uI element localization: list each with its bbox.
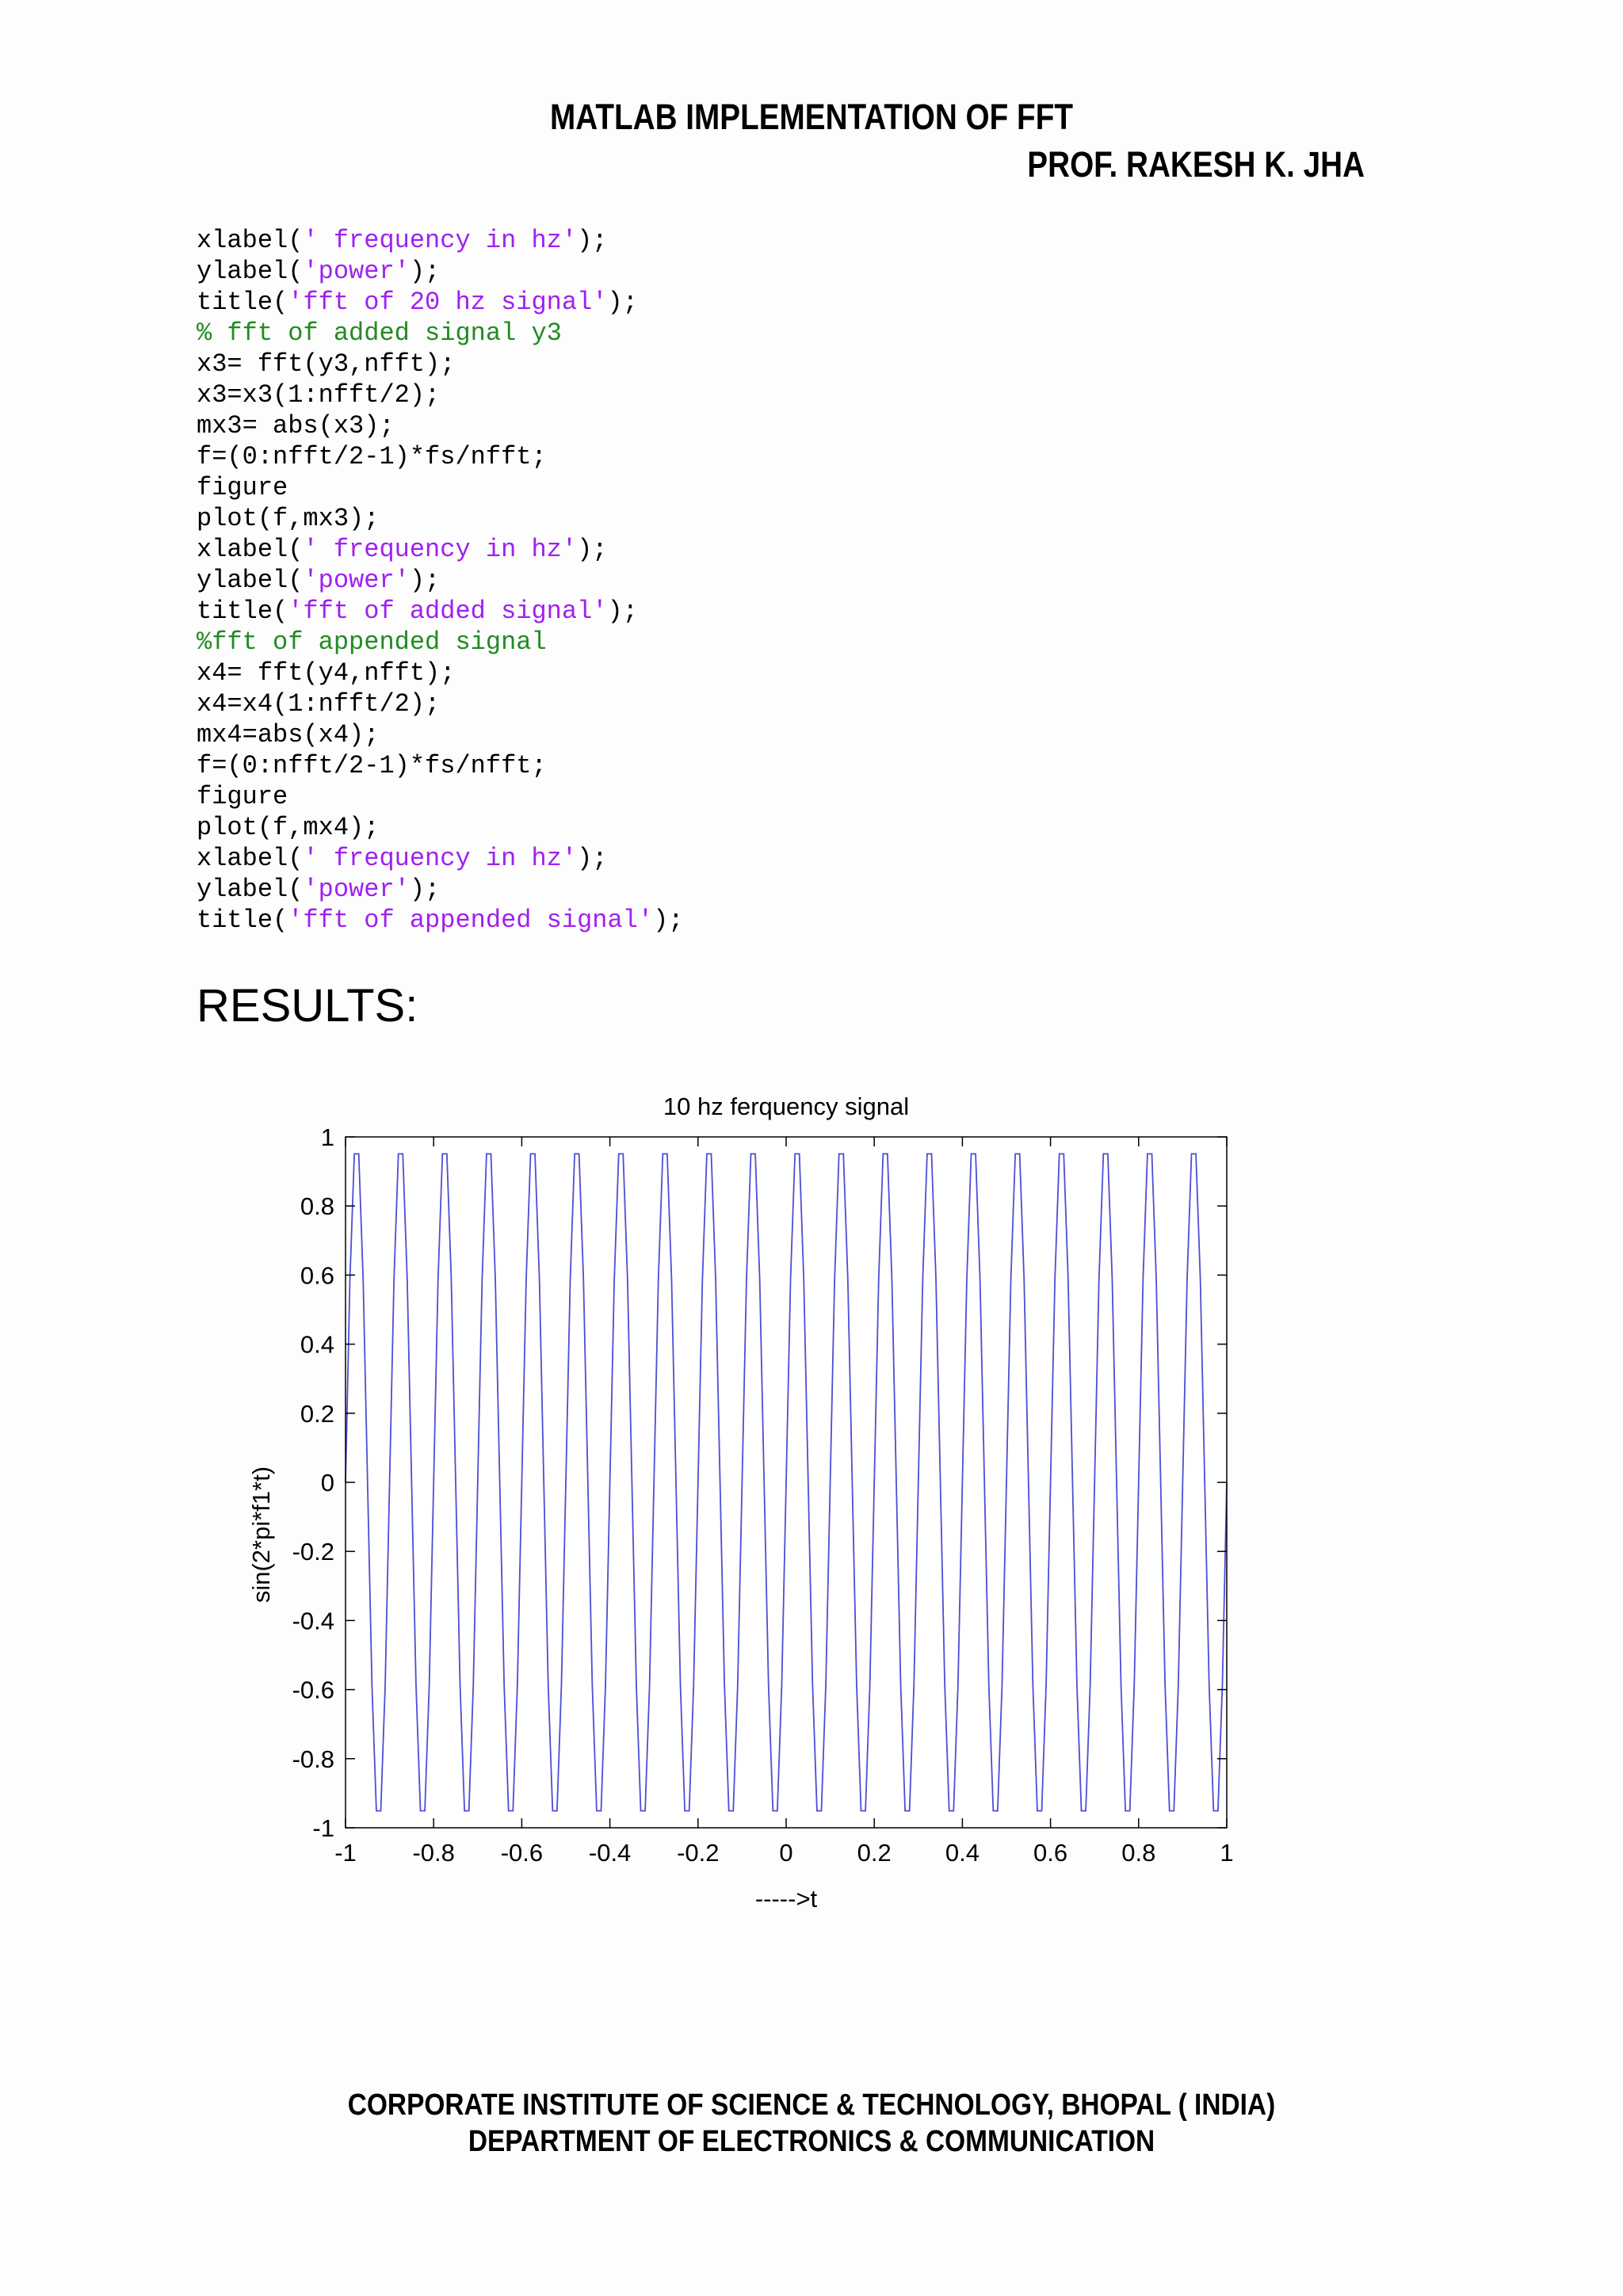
code-line xyxy=(197,658,684,688)
y-tick-label: -0.2 xyxy=(292,1538,334,1566)
code-text: x3=x3(1:nfft/2); xyxy=(197,380,441,410)
code-text: figure xyxy=(197,782,288,811)
code-string: 'power' xyxy=(303,566,410,595)
code-text: ylabel( xyxy=(197,257,304,286)
document-header-author: PROF. RAKESH K. JHA xyxy=(1027,144,1365,185)
y-tick-label: 1 xyxy=(320,1123,334,1151)
code-text: ylabel( xyxy=(197,875,304,904)
results-heading: RESULTS: xyxy=(197,980,418,1032)
x-tick-label: 1 xyxy=(1220,1839,1234,1867)
sine-wave-chart xyxy=(230,1074,1260,1913)
code-text: ); xyxy=(607,597,638,626)
matlab-code-block xyxy=(197,225,684,936)
code-line xyxy=(197,287,684,318)
code-text: title( xyxy=(197,597,288,626)
code-line xyxy=(197,596,684,627)
code-line xyxy=(197,410,684,441)
code-text: xlabel( xyxy=(197,226,304,255)
code-line xyxy=(197,812,684,843)
code-text: x3= fft(y3,nfft); xyxy=(197,349,456,379)
code-line xyxy=(197,565,684,596)
code-line xyxy=(197,750,684,781)
code-line xyxy=(197,719,684,750)
code-string: ' frequency in hz' xyxy=(303,226,578,255)
x-tick-label: 0.6 xyxy=(1033,1839,1068,1867)
code-text: ylabel( xyxy=(197,566,304,595)
x-tick-label: 0 xyxy=(779,1839,793,1867)
footer-institute: CORPORATE INSTITUTE OF SCIENCE & TECHNOLOGY, BHOPAL ( INDIA) xyxy=(347,2088,1276,2122)
code-line xyxy=(197,349,684,379)
code-line xyxy=(197,441,684,472)
code-text: plot(f,mx3); xyxy=(197,504,380,533)
x-tick-label: 0.2 xyxy=(857,1839,892,1867)
code-text: figure xyxy=(197,473,288,502)
code-text: ); xyxy=(409,875,441,904)
code-string: 'power' xyxy=(303,257,410,286)
code-line xyxy=(197,318,684,349)
code-text: ); xyxy=(577,844,608,873)
code-text: ); xyxy=(577,226,608,255)
code-line xyxy=(197,503,684,534)
code-string: 'fft of 20 hz signal' xyxy=(288,288,608,317)
y-tick-label: 0.6 xyxy=(300,1261,334,1290)
code-text: x4= fft(y4,nfft); xyxy=(197,658,456,688)
code-line xyxy=(197,379,684,410)
code-text: title( xyxy=(197,288,288,317)
x-tick-label: -1 xyxy=(334,1839,357,1867)
code-text: ); xyxy=(409,257,441,286)
y-tick-label: 0.2 xyxy=(300,1399,334,1428)
x-tick-label: -0.2 xyxy=(677,1839,720,1867)
code-text: ); xyxy=(653,906,684,935)
code-text: mx4=abs(x4); xyxy=(197,720,380,749)
footer-department: DEPARTMENT OF ELECTRONICS & COMMUNICATION xyxy=(468,2125,1155,2158)
code-text: x4=x4(1:nfft/2); xyxy=(197,689,441,719)
code-text: plot(f,mx4); xyxy=(197,813,380,842)
code-text: mx3= abs(x3); xyxy=(197,411,395,441)
code-line xyxy=(197,905,684,936)
x-tick-label: -0.4 xyxy=(588,1839,632,1867)
code-line xyxy=(197,256,684,287)
y-tick-label: 0.4 xyxy=(300,1330,334,1359)
code-string: 'power' xyxy=(303,875,410,904)
x-tick-label: -0.6 xyxy=(500,1839,544,1867)
chart-y-axis-label: sin(2*pi*f1*t) xyxy=(247,1466,275,1604)
code-text: xlabel( xyxy=(197,844,304,873)
code-string: 'fft of appended signal' xyxy=(288,906,654,935)
y-tick-label: -0.8 xyxy=(292,1745,334,1773)
code-line xyxy=(197,874,684,905)
document-header-title: MATLAB IMPLEMENTATION OF FFT xyxy=(550,97,1073,137)
code-line xyxy=(197,534,684,565)
code-text: ); xyxy=(607,288,638,317)
code-line xyxy=(197,225,684,256)
code-string: ' frequency in hz' xyxy=(303,535,578,564)
code-line xyxy=(197,688,684,719)
code-text: ); xyxy=(409,566,441,595)
code-line xyxy=(197,627,684,658)
code-string: 'fft of added signal' xyxy=(288,597,608,626)
y-tick-label: -0.6 xyxy=(292,1676,334,1704)
code-string: ' frequency in hz' xyxy=(303,844,578,873)
code-comment: %fft of appended signal xyxy=(197,627,547,657)
y-tick-label: 0 xyxy=(320,1469,334,1497)
code-text: f=(0:nfft/2-1)*fs/nfft; xyxy=(197,442,547,471)
x-tick-label: 0.4 xyxy=(945,1839,980,1867)
x-tick-label: -0.8 xyxy=(412,1839,455,1867)
y-tick-label: -0.4 xyxy=(292,1607,334,1635)
code-comment: % fft of added signal y3 xyxy=(197,318,562,348)
chart-x-axis-label: ----->t xyxy=(754,1885,818,1913)
code-text: ); xyxy=(577,535,608,564)
code-text: f=(0:nfft/2-1)*fs/nfft; xyxy=(197,751,547,780)
y-tick-label: 0.8 xyxy=(300,1192,334,1221)
code-line xyxy=(197,472,684,503)
y-tick-label: -1 xyxy=(312,1814,334,1842)
code-text: xlabel( xyxy=(197,535,304,564)
code-line xyxy=(197,781,684,812)
chart-title: 10 hz ferquency signal xyxy=(663,1093,910,1120)
code-text: title( xyxy=(197,906,288,935)
x-tick-label: 0.8 xyxy=(1121,1839,1156,1867)
code-line xyxy=(197,843,684,874)
